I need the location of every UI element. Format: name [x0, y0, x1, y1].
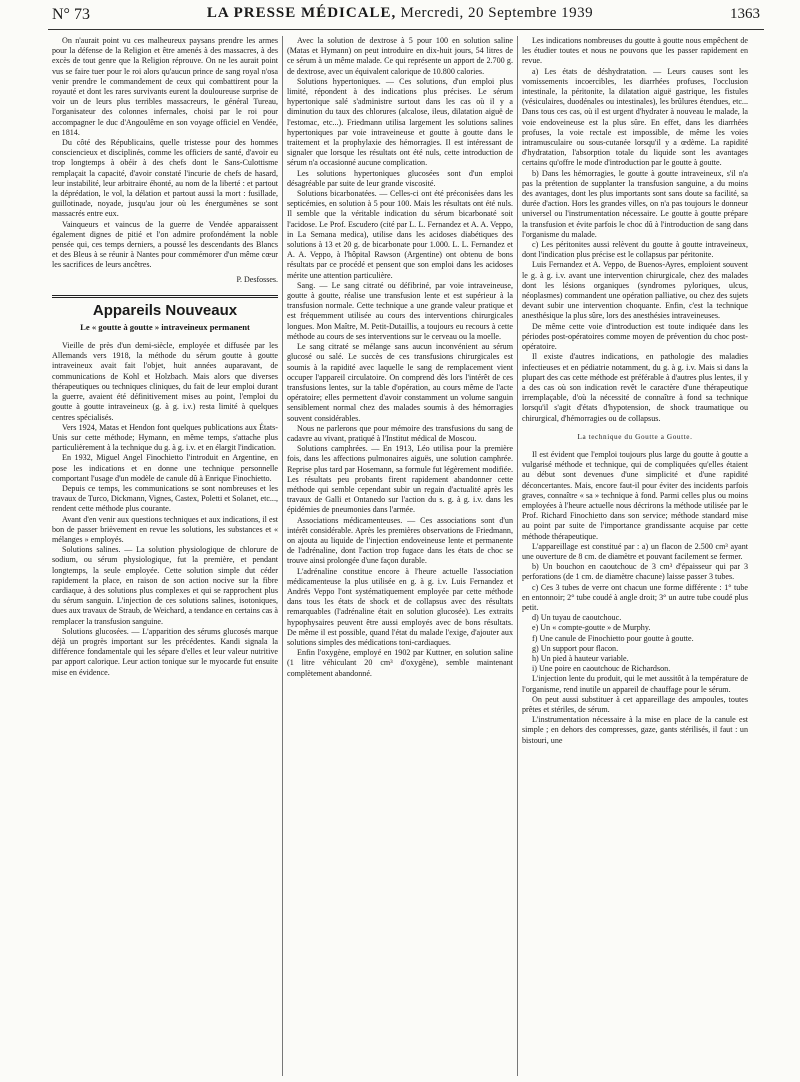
section-title: Appareils Nouveaux	[92, 301, 238, 319]
issue-date: Mercredi, 20 Septembre 1939	[400, 5, 594, 21]
paragraph: Depuis ce temps, les communications se sont nombreuses et les travaux de Turco, Dickmann, Vignes, Castex, Poletti et Solanet, etc..., rendent cette méthode plus courante.	[52, 483, 278, 514]
section-rule	[52, 295, 278, 296]
header-rule	[48, 29, 764, 30]
paragraph: Nous ne parlerons que pour mémoire des transfusions du sang de cadavre au vivant, pratiqué à l'Institut médical de Moscou.	[287, 423, 513, 443]
author-signature: P. Desfosses.	[236, 274, 278, 284]
paragraph: L'injection lente du produit, qui le met aussitôt à la température de l'organisme, rend inutile un appareil de chauffage pour le sérum.	[522, 674, 748, 694]
list-item: f) Une canule de Finochietto pour goutte à goutte.	[532, 633, 694, 643]
paragraph: Solutions glucosées. — L'apparition des sérums glucosés marque déjà un progrès important sur les précédentes. Kandi signala la différence fondamentale qui les sépare d'elles et leur valeur nutritive par apport calorique. Leur action tonique sur le myocarde fut ensuite mise en évidence.	[52, 626, 278, 677]
list-item: b) Un bouchon en caoutchouc de 3 cm³ d'épaisseur qui par 3 perforations (de 1 cm. de diamètre chacune) laisse passer 3 tubes.	[522, 562, 748, 582]
paragraph: En 1932, Miguel Angel Finochietto l'introduit en Argentine, en pose les indications et en donne une technique personnelle comportant l'usage d'un modèle de canule dû à Enrique Finochietto.	[52, 453, 278, 483]
paragraph: Vers 1924, Matas et Hendon font quelques publications aux États-Unis sur cette méthode; Hymann, en même temps, s'attache plus particulièrement à la technique du g. à g. i.v. et en élargit l'indication.	[52, 422, 278, 453]
paragraph: Associations médicamenteuses. — Ces associations sont d'un intérêt considérable. Après les premières observations de Friedmann, on ajouta au liquide de l'injection endoveineuse lente et permanente de l'adrénaline, dont l'action trop fugace dans les états de choc se trouve ainsi prolongée d'une façon durable.	[287, 515, 513, 566]
column-3	[522, 36, 748, 1076]
paragraph: Luis Fernandez et A. Veppo, de Buenos-Ayres, emploient souvent le g. à g. i.v. avant une intervention chirurgicale, chez des malades dont les lésions organiques (syndromes pyloriques, ulcus, néoplasmes) commandent une opération palliative, ou chez des sujets devant subir une intervention choquante. Enfin, c'est la technique anesthésique la plus sûre, lors des anesthésies intraveineuses.	[522, 260, 748, 321]
paragraph: Avec la solution de dextrose à 5 pour 100 en solution saline (Matas et Hymann) on peut introduire en dix-huit jours, 54 litres de ce sérum à un même malade. Ce qui représente un apport de 2.700 g. de dextrose, avec un équivalent calorique de 10.800 calories.	[287, 36, 513, 76]
column-divider	[282, 36, 283, 1076]
list-item: d) Un tuyau de caoutchouc.	[532, 613, 622, 623]
journal-title-line	[0, 5, 800, 22]
paragraph: Il existe d'autres indications, en pathologie des maladies infectieuses et en pédiatrie notamment, du g. à g. i.v. Mais si dans la plupart des cas cette méthode est préférable à d'autres plus lentes, il y a des cas où son indication revêt le caractère d'une thérapeutique irremplaçable, d'où la nécessité de connaître à fond sa technique lorsqu'il s'agit d'états d'hypotension, de shock traumatique ou chirurgical, d'hémorragies ou de collapsus.	[522, 352, 748, 423]
column-1	[52, 36, 278, 1076]
paragraph: Le sang citraté se mélange sans aucun inconvénient au sérum glucosé ou salé. Le succès de ces transfusions chirurgicales est soumis à la rapidité avec laquelle le sang de remplacement vient occuper l'appareil circulatoire. On comprend dès lors l'intérêt de ces transfusions lentes, sur la table d'opération, au cours même de l'acte opératoire; elles permettent d'avoir constamment un volume sanguin sensiblement normal chez des malades soumis à des hémorragies souvent considérables.	[287, 342, 513, 423]
article-title: Le « goutte à goutte » intraveineux permanent	[80, 322, 250, 333]
paragraph: b) Dans les hémorragies, le goutte à goutte intraveineux, s'il n'a pas la prétention de supplanter la transfusion sanguine, a du moins des avantages, dont les plus importants sont sans doute sa facilité, sa durée d'action. Hors les grandes villes, on n'a pas toujours le donneur universel ou l'instrumentation nécessaire. Le goutte à goutte prépare la transfusion et évite parfois le choc dû à l'introduction de sang dans l'organisme du malade.	[522, 168, 748, 239]
paragraph: Solutions salines. — La solution physiologique de chlorure de sodium, ou sérum physiologique, fut la première, et pendant longtemps, la seule employée. Cette solution simple dut céder rapidement la place, en raison de son action nocive sur la fibre cardiaque, à des solutions plus complexes et qui se rapprochent plus du sérum sanguin. L'injection de ces solutions salines, isotoniques, dues aux travaux de Straub, de Weichard, a tendance en certains cas à remplacer la transfusion sanguine.	[52, 545, 278, 626]
paragraph: Il est évident que l'emploi toujours plus large du goutte à goutte a vulgarisé méthode et technique, qui de compliquées qu'elles étaient au début sont devenues d'une simplicité et d'une rapidité déconcertantes. Mais, encore faut-il pour éviter des incidents parfois graves, connaître « sa » technique à fond. Parmi celles plus ou moins employées à l'heure actuelle nous décrirons la méthode utilisée par le Prof. Richard Finochietto dans son service; méthode standard mise au point par suite de l'importance grandissante acquise par cette méthode thérapeutique.	[522, 449, 748, 541]
paragraph: Solutions camphrées. — En 1913, Léo utilisa pour la première fois, dans les affections pulmonaires aiguës, une solution camphrée. Reprise plus tard par Hosemann, sa formule fut légèrement modifiée. Les résultats peu probants firent rapidement abandonner cette méthode qui semble cependant subir un regain d'actualité après les travaux de Galli et Ontanedo sur l'action du s. g. à g. i.v. dans les épidémies de pneumonies dans l'armée.	[287, 444, 513, 515]
list-item: e) Un « compte-goutte » de Murphy.	[532, 623, 651, 633]
section-rule	[52, 297, 278, 298]
paragraph: Vieille de près d'un demi-siècle, employée et diffusée par les Allemands vers 1918, la méthode du sérum goutte à goutte intraveineux avait fait l'objet, huit années auparavant, de communications de Kohl et Holzbach. Mais alors que diverses thérapeutiques ou techniques cliniques, du fait de leur emploi durant la guerre, avaient été définitivement mises au point, l'emploi du goutte à goutte intraveineux (g. à g. i.v.) resta limité à quelques centres spécialisés.	[52, 341, 278, 422]
paragraph: On peut aussi substituer à cet appareillage des ampoules, toutes prêtes et stériles, de sérum.	[522, 694, 748, 714]
journal-name: LA PRESSE MÉDICALE,	[206, 5, 397, 21]
page-header	[0, 0, 800, 32]
paragraph: Solutions hypertoniques. — Ces solutions, d'un emploi plus limité, répondent à des indications plus précises. Le sérum hypertonique salé s'administre surtout dans les cas où il y a diminution du taux des chlorures (alcalose, ileus, dilatation aiguë de l'estomac, etc...). Friedmann utilisa largement les solutions salines hypertoniques par voie intraveineuse et goutte à goutte dans le traitement et la prophylaxie des hémorragies. Il est intéressant de signaler que lorsque les résultats ont été nuls, cette introduction de sérum n'a occasionné aucune complication.	[287, 76, 513, 168]
list-item: h) Un pied à hauteur variable.	[532, 653, 629, 663]
paragraph: Enfin l'oxygène, employé en 1902 par Kuttner, en solution saline (1 litre véhiculant 20 cm³ d'oxygène), semble maintenant complètement abandonné.	[287, 648, 513, 678]
paragraph: On n'aurait point vu ces malheureux paysans prendre les armes pour la défense de la Religion et être amenés à des massacres, à des excès de tout genre que la Religion réprouve. On ne les aurait point vus se faire tuer pour le roi alors qu'aucun prince de sang royal n'osa venir prendre le commandement de ceux qui combattirent pour la royauté et dont les rares survivants eurent la douloureuse surprise de voir un de leurs plus terribles massacreurs, le général Tureau, l'organisateur des colonnes infernales, choisi par le roi pour accompagner le duc d'Angoulême en son voyage officiel en Vendée, en 1814.	[52, 36, 278, 137]
paragraph: Les solutions hypertoniques glucosées sont d'un emploi désagréable par suite de leur grande viscosité.	[287, 168, 513, 188]
paragraph: a) Les états de déshydratation. — Leurs causes sont les vomissements incoercibles, les diarrhées profuses, l'occlusion intestinale, la péritonite, la dilatation aiguë gastrique, les fistules (vésiculaires, duodénales ou intestinales), les brûlures étendues, etc... Dans tous ces cas, où il est urgent d'hydrater à nouveau le malade, la voie endoveineuse est la plus sûre. En effet, dans les diarrhées profuses, la voie rectale est impossible, de même les voies intramusculaire ou sous-cutanée lorsqu'il y a œdème. La rapidité d'hydratation, l'absorption totale du liquide sont les avantages certains qu'offre le mode d'introduction par le goutte à goutte.	[522, 66, 748, 168]
list-item: L'appareillage est constitué par : a) un flacon de 2.500 cm³ ayant une ouverture de 8 cm. de diamètre et pouvant facilement se fermer.	[522, 541, 748, 561]
list-item: g) Un support pour flacon.	[532, 643, 619, 653]
paragraph: Vainqueurs et vaincus de la guerre de Vendée apparaissent également dignes de pitié et l'on admire profondément la noble pensée qui, ces temps derniers, a poussé les descendants des Blancs et des Bleus à se réunir à Nantes pour commémorer d'un même cœur les sacrifices de leurs ancêtres.	[52, 219, 278, 270]
paragraph: Sang. — Le sang citraté ou défibriné, par voie intraveineuse, goutte à goutte, réalise une transfusion lente et est supérieur à la transfusion normale. Cette technique a une grande valeur pratique et est fréquemment utilisée au cours des interventions chirurgicales longues. Mon Maître, M. Petit-Dutaillis, a toujours eu recours à cette méthode au cours de ses interventions sur le cerveau ou la moelle.	[287, 280, 513, 341]
list-item: c) Ces 3 tubes de verre ont chacun une forme différente : 1° tube en entonnoir; 2° tube coudé à angle droit; 3° un autre tube coudé plus petit.	[522, 582, 748, 612]
issue-number: N° 73	[52, 6, 90, 23]
paragraph: Les indications nombreuses du goutte à goutte nous empêchent de les étudier toutes et nous ne pouvons que les passer rapidement en revue.	[522, 36, 748, 66]
column-divider	[517, 36, 518, 1076]
paragraph: L'adrénaline constitue encore à l'heure actuelle l'association médicamenteuse la plus utilisée en g. à g. i.v. Luis Fernandez et Andrés Veppo l'ont systématiquement employée par cette méthode dans tous les états de shock et de collapsus avec des résultats remarquables (l'adrénaline était en solution glucosée). Les extraits hypophysaires peuvent être aussi employés avec de bons résultats. De même il est possible, quand l'état du malade l'exige, d'ajouter aux solutions simples des médications toni-cardiaques.	[287, 566, 513, 647]
paragraph: Solutions bicarbonatées. — Celles-ci ont été préconisées dans les septicémies, en solution à 5 pour 100. Mais les résultats ont été nuls. Il semble que la véritable indication du sérum bicarbonaté soit l'acidose. Le Prof. Escudero (cité par L. L. Fernandez et A. A. Veppo, in La Semana medica), utilise dans les acidoses diabétiques des solutions à 13 et 20 g. de bicarbonate pour 1.000. L. L. Fernandez et A. A. Veppo, à l'hôpital Rawson (Argentine) ont obtenu de bons résultats par ce procédé et pensent que son emploi dans les acidoses mérite une attention particulière.	[287, 189, 513, 280]
column-2	[287, 36, 513, 1076]
paragraph: De même cette voie d'introduction est toute indiquée dans les périodes post-opératoires comme moyen de prévention du choc post-opératoire.	[522, 321, 748, 352]
paragraph: c) Les péritonites aussi relèvent du goutte à goutte intraveineux, dont l'indication plus précise est le collapsus par péritonite.	[522, 240, 748, 260]
paragraph: Avant d'en venir aux questions techniques et aux indications, il est bon de passer brièvement en revue les solutions, les substances et « mélanges » employés.	[52, 514, 278, 544]
paragraph: L'instrumentation nécessaire à la mise en place de la canule est simple ; en dehors des compresses, gaze, gants stérilisés, il faut : un bistouri, une	[522, 715, 748, 745]
list-item: i) Une poire en caoutchouc de Richardson.	[532, 664, 671, 674]
paragraph: Du côté des Républicains, quelle tristesse pour des hommes consciencieux et disciplinés, comme les officiers de santé, d'avoir eu trop longtemps à obéir à des chefs dont le Sans-Culottisme remplaçait la capacité, d'avoir constaté l'incurie de chefs de hasard, leur instabilité, leur arbitraire éhonté, au nom de la liberté : et partout la déprédation, le vol, la délation et partout aussi la mort : fusillade, guillotinade, noyade, jusqu'au jour où les énergumènes se sont massacrés entre eux.	[52, 138, 278, 219]
page-number: 1363	[730, 6, 760, 22]
subsection-title: La technique du Goutte a Goutte.	[577, 432, 693, 441]
